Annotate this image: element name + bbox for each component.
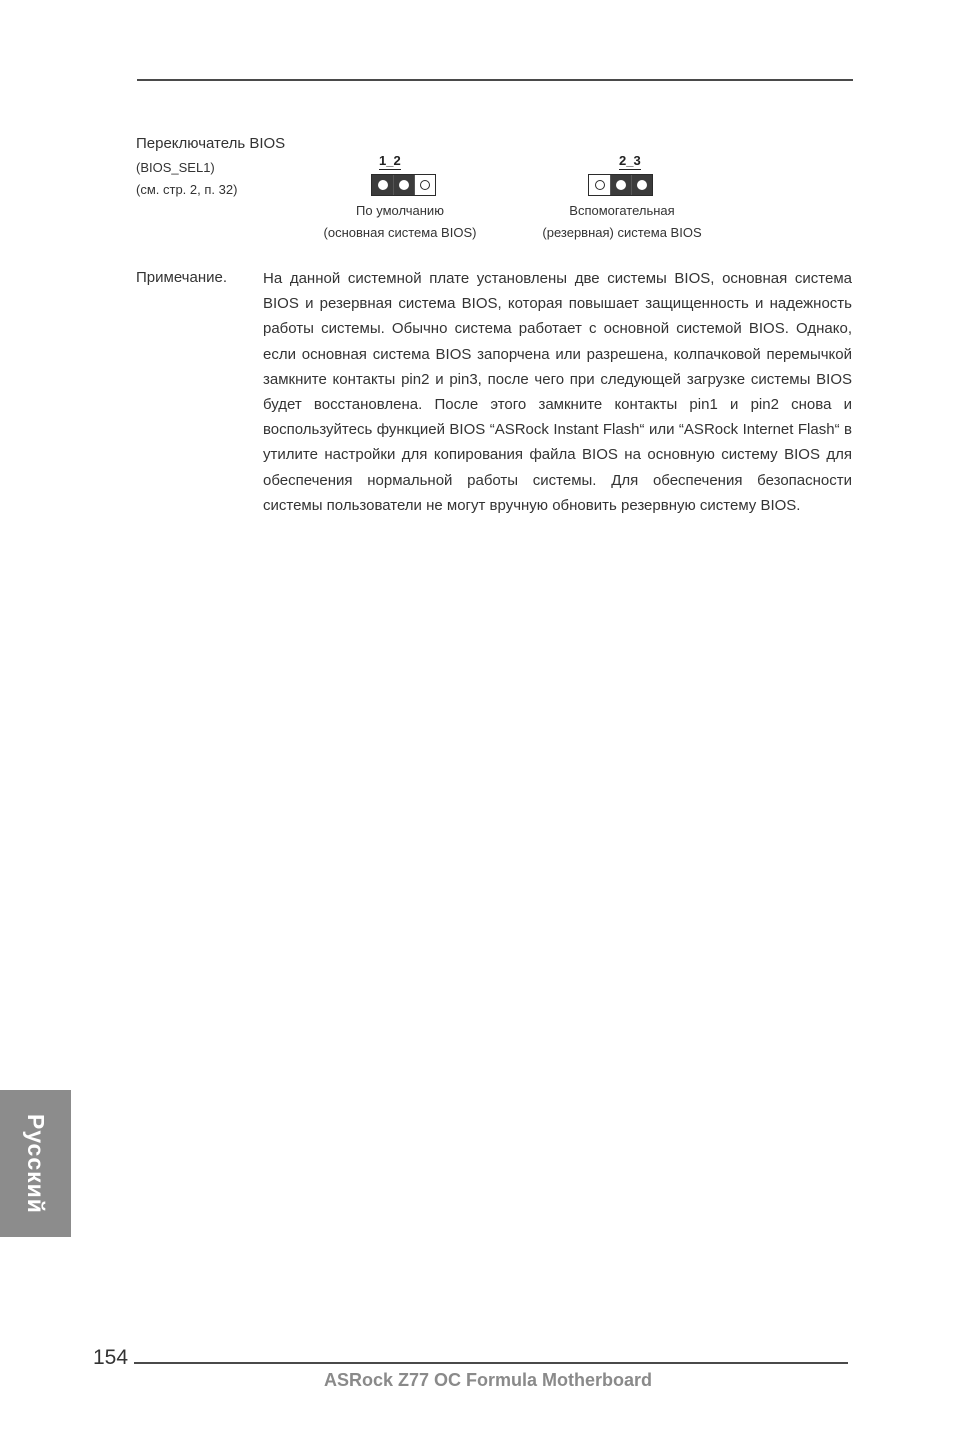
jumper-label: 2_3 — [619, 153, 641, 168]
language-side-tab — [0, 1090, 71, 1237]
jumper-pin-3 — [414, 175, 435, 195]
jumper-pin-1 — [589, 175, 610, 195]
setting-page-ref: (см. стр. 2, п. 32) — [136, 182, 238, 197]
page-number: 154 — [93, 1346, 129, 1369]
jumper-pin-header — [588, 174, 653, 196]
note-label: Примечание. — [136, 269, 227, 286]
note-body: На данной системной плате установлены две системы BIOS, основная система BIOS и резервная система BIOS, которая повышает защищенность и надежность работы системы. Обычно система работает с основной системой BIOS. Однако, если основная система BIOS запорчена или разрешена, колпачковой перемычкой замкните контакты pin2 и pin3, после чего при следующей загрузке системы BIOS будет восстановлена. После этого замкните контакты pin1 и pin2 снова и воспользуйтесь функцией BIOS “ASRock Instant Flash“ или “ASRock Internet Flash“ в утилите настройки для копирования файла BIOS на основную систему BIOS для обеспечения нормальной работы системы. Для обеспечения безопасности системы пользователи не могут вручную обновить резервную систему BIOS. — [263, 270, 852, 514]
jumper-pin-3 — [631, 175, 652, 195]
setting-title: Переключатель BIOS — [136, 135, 286, 152]
jumper-caption-line1: Вспомогательная — [569, 203, 675, 218]
jumper-caption-line2: (основная система BIOS) — [323, 225, 477, 240]
jumper-caption-line1: По умолчанию — [356, 203, 444, 218]
bottom-divider — [134, 1362, 848, 1364]
jumper-pin-2 — [610, 175, 631, 195]
jumper-pin-2 — [393, 175, 414, 195]
jumper-caption-line2: (резервная) система BIOS — [542, 225, 702, 240]
jumper-label: 1_2 — [379, 153, 401, 168]
jumper-pin-header — [371, 174, 436, 196]
setting-code: (BIOS_SEL1) — [136, 160, 215, 175]
top-divider — [137, 79, 853, 81]
jumper-pin-1 — [372, 175, 393, 195]
language-side-tab-label: Русский — [23, 1113, 49, 1214]
footer-product-name: ASRock Z77 OC Formula Motherboard — [324, 1370, 653, 1390]
